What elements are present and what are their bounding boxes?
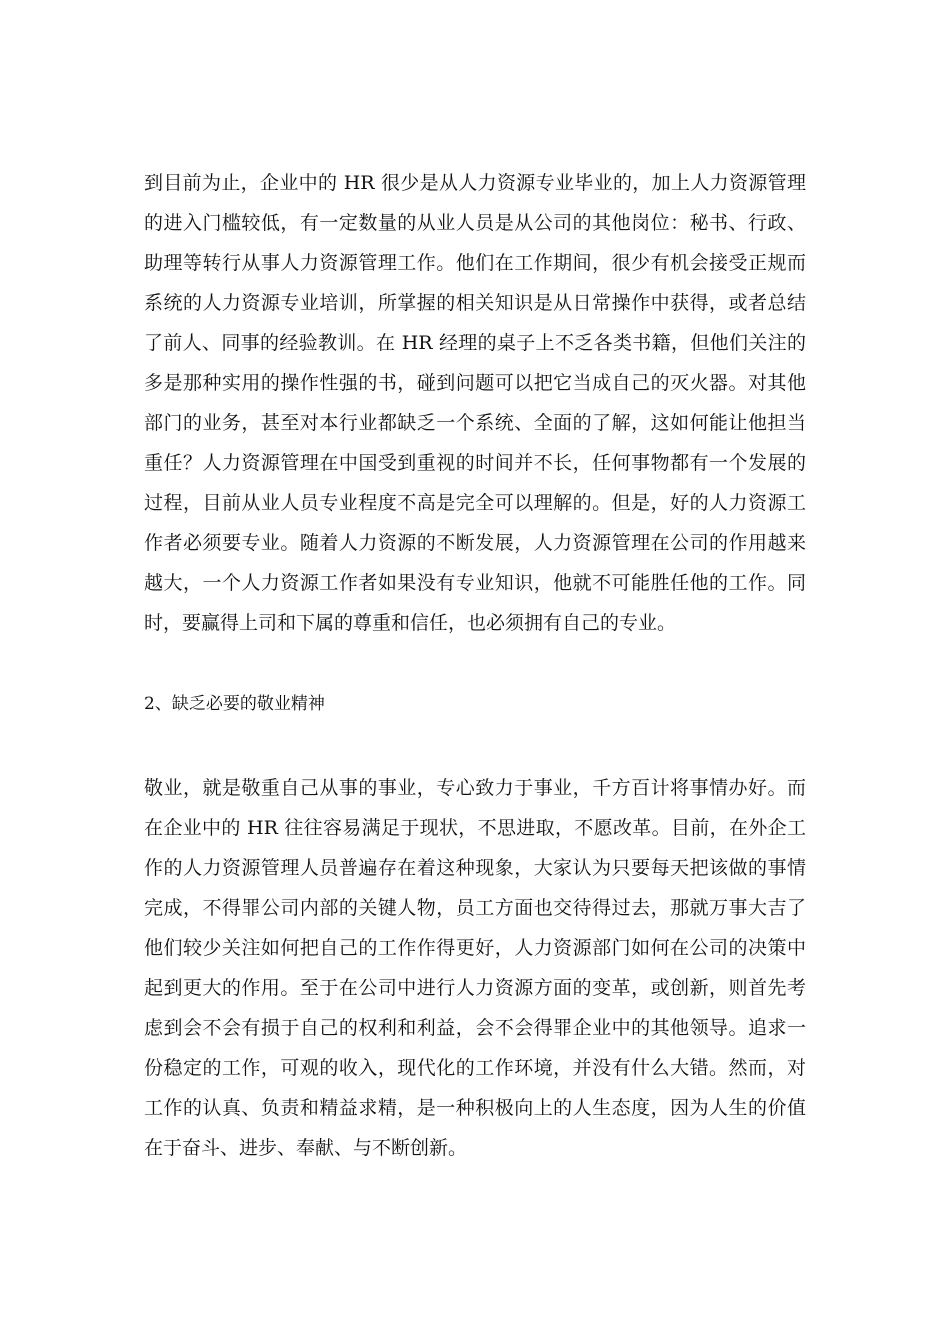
paragraph-line: 部门的业务，甚至对本行业都缺乏一个系统、全面的了解，这如何能让他担当 (144, 412, 806, 434)
paragraph-line: 起到更大的作用。至于在公司中进行人力资源方面的变革，或创新，则首先考 (144, 977, 806, 999)
paragraph-line: 工作的认真、负责和精益求精，是一种积极向上的人生态度，因为人生的价值 (144, 1097, 806, 1119)
paragraph-line: 的进入门槛较低，有一定数量的从业人员是从公司的其他岗位：秘书、行政、 (144, 212, 806, 234)
paragraph-line: 作的人力资源管理人员普遍存在着这种现象，大家认为只要每天把该做的事情 (144, 857, 806, 879)
section-heading: 2、缺乏必要的敬业精神 (144, 694, 325, 714)
paragraph-line: 作者必须要专业。随着人力资源的不断发展，人力资源管理在公司的作用越来 (144, 532, 806, 554)
paragraph-line: 完成，不得罪公司内部的关键人物，员工方面也交待得过去，那就万事大吉了 (144, 897, 806, 919)
paragraph-line: 系统的人力资源专业培训，所掌握的相关知识是从日常操作中获得，或者总结 (144, 292, 806, 314)
paragraph-line: 助理等转行从事人力资源管理工作。他们在工作期间，很少有机会接受正规而 (144, 252, 806, 274)
paragraph-line: 多是那种实用的操作性强的书，碰到问题可以把它当成自己的灭火器。对其他 (144, 372, 806, 394)
paragraph-line: 虑到会不会有损于自己的权利和利益，会不会得罪企业中的其他领导。追求一 (144, 1017, 806, 1039)
paragraph-line: 越大，一个人力资源工作者如果没有专业知识，他就不可能胜任他的工作。同 (144, 572, 806, 594)
paragraph-line: 份稳定的工作，可观的收入，现代化的工作环境，并没有什么大错。然而，对 (144, 1057, 806, 1079)
paragraph-line: 过程，目前从业人员专业程度不高是完全可以理解的。但是，好的人力资源工 (144, 492, 806, 514)
paragraph-line: 在于奋斗、进步、奉献、与不断创新。 (144, 1137, 468, 1159)
paragraph-line: 重任？人力资源管理在中国受到重视的时间并不长，任何事物都有一个发展的 (144, 452, 806, 474)
paragraph-line: 敬业，就是敬重自己从事的事业，专心致力于事业，千方百计将事情办好。而 (144, 777, 806, 799)
paragraph-line: 他们较少关注如何把自己的工作作得更好，人力资源部门如何在公司的决策中 (144, 937, 806, 959)
paragraph-line: 在企业中的 HR 往往容易满足于现状，不思进取，不愿改革。目前，在外企工 (144, 817, 806, 839)
paragraph-line: 了前人、同事的经验教训。在 HR 经理的桌子上不乏各类书籍，但他们关注的 (144, 332, 806, 354)
paragraph-line: 到目前为止，企业中的 HR 很少是从人力资源专业毕业的，加上人力资源管理 (144, 172, 806, 194)
paragraph-line: 时，要赢得上司和下属的尊重和信任，也必须拥有自己的专业。 (144, 612, 677, 634)
